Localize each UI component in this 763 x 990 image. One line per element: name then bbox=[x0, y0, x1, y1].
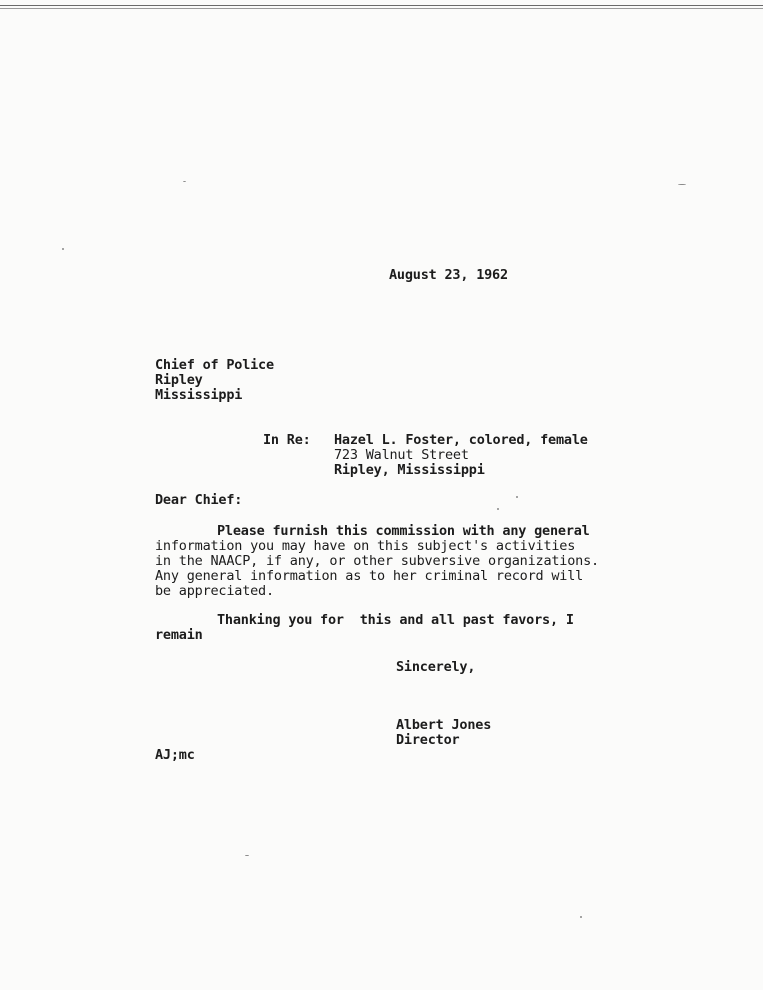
scan-speck bbox=[678, 184, 686, 185]
scan-speck bbox=[183, 181, 186, 182]
reference-initials: AJ;mc bbox=[155, 747, 195, 763]
body-p2-line-1: Thanking you for this and all past favors, I bbox=[217, 612, 574, 628]
scan-speck bbox=[62, 248, 64, 250]
top-rule-secondary bbox=[0, 8, 763, 9]
closing: Sincerely, bbox=[396, 659, 476, 675]
body-p1-line-4: Any general information as to her criminal record will bbox=[155, 568, 584, 584]
scan-speck bbox=[245, 855, 249, 856]
signer-title: Director bbox=[396, 732, 460, 748]
scan-speck bbox=[516, 496, 518, 498]
top-rule bbox=[0, 5, 763, 6]
salutation: Dear Chief: bbox=[155, 492, 243, 508]
recipient-line-1: Chief of Police bbox=[155, 357, 274, 373]
body-p1-line-2: information you may have on this subject's activities bbox=[155, 538, 576, 554]
signer-name: Albert Jones bbox=[396, 717, 492, 733]
re-line-3: Ripley, Mississippi bbox=[334, 462, 485, 478]
re-label: In Re: bbox=[263, 432, 311, 448]
body-p1-line-1: Please furnish this commission with any general bbox=[217, 523, 590, 539]
body-p1-line-3: in the NAACP, if any, or other subversive organizations. bbox=[155, 553, 599, 569]
recipient-line-3: Mississippi bbox=[155, 387, 243, 403]
letter-date: August 23, 1962 bbox=[389, 267, 508, 283]
scan-speck bbox=[580, 916, 582, 918]
body-p2-line-2: remain bbox=[155, 627, 203, 643]
body-p1-line-5: be appreciated. bbox=[155, 583, 274, 599]
scan-speck bbox=[497, 508, 499, 510]
re-line-1: Hazel L. Foster, colored, female bbox=[334, 432, 588, 448]
recipient-line-2: Ripley bbox=[155, 372, 203, 388]
re-line-2: 723 Walnut Street bbox=[334, 447, 469, 463]
